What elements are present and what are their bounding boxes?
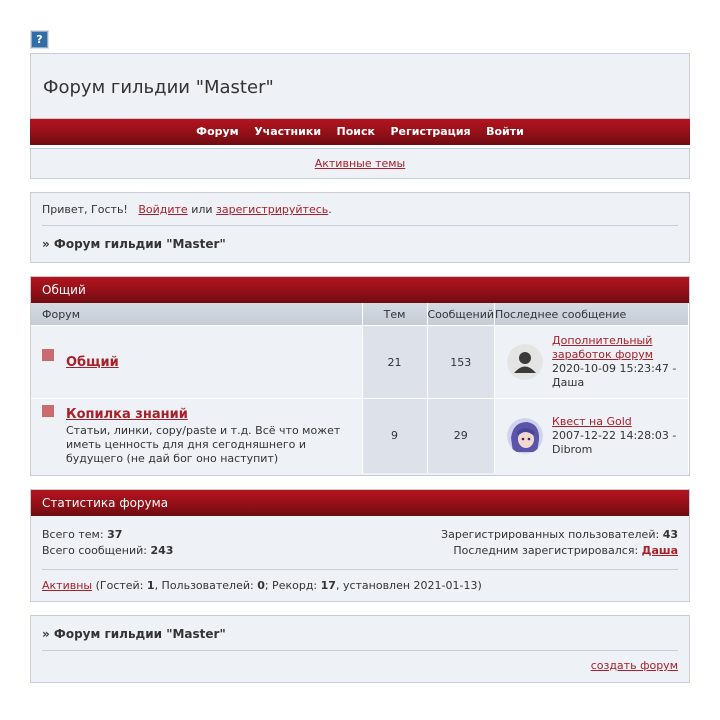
category-block bbox=[30, 276, 690, 476]
category-title: Общий bbox=[31, 277, 689, 303]
forum-table bbox=[31, 303, 689, 473]
forum-stats-panel bbox=[30, 489, 690, 602]
main-navbar bbox=[30, 119, 690, 145]
forum-name-link[interactable]: Общий bbox=[66, 354, 119, 370]
stats-title: Статистика форума bbox=[31, 490, 689, 516]
help-icon[interactable]: ? bbox=[31, 31, 48, 48]
footer-panel bbox=[30, 615, 690, 683]
guests-value: 1 bbox=[146, 579, 155, 592]
total-posts-label: Всего сообщений: bbox=[42, 544, 147, 557]
last-post-link[interactable]: Квест на Gold bbox=[552, 414, 632, 428]
registered-users bbox=[441, 528, 678, 541]
record-label: ; Рекорд: bbox=[264, 579, 318, 592]
posts-count: 153 bbox=[427, 326, 495, 399]
last-post-cell bbox=[495, 326, 689, 399]
total-topics-label: Всего тем: bbox=[42, 528, 104, 541]
divider bbox=[42, 225, 678, 226]
users-value: 0 bbox=[257, 579, 265, 592]
record-value: 17 bbox=[320, 579, 336, 592]
forum-row bbox=[31, 326, 689, 399]
forum-name-link[interactable]: Копилка знаний bbox=[66, 407, 188, 423]
login-link[interactable]: Войдите bbox=[138, 203, 188, 216]
topics-count: 9 bbox=[362, 399, 427, 473]
nav-search[interactable]: Поиск bbox=[336, 125, 375, 138]
registered-value: 43 bbox=[662, 528, 678, 541]
last-registered-label: Последним зарегистрировался: bbox=[453, 544, 639, 557]
divider bbox=[42, 650, 678, 651]
registered-label: Зарегистрированных пользователей: bbox=[441, 528, 660, 541]
forum-description: Статьи, линки, copy/paste и т.д. Всё что может иметь ценность для дня сегодняшнего и будущего (не дай бог оно наступит) bbox=[66, 424, 341, 466]
anime-character-avatar-icon bbox=[507, 418, 543, 454]
greeting-panel bbox=[30, 192, 690, 263]
guests-label: (Гостей: bbox=[95, 579, 144, 592]
greeting-text: Привет, Гость! bbox=[42, 203, 128, 216]
col-posts: Сообщений bbox=[427, 303, 495, 326]
greeting-suffix: . bbox=[328, 203, 332, 216]
greeting-line bbox=[42, 203, 332, 216]
nav-register[interactable]: Регистрация bbox=[390, 125, 471, 138]
forum-row bbox=[31, 399, 689, 473]
forum-cell bbox=[31, 326, 362, 399]
forum-status-icon bbox=[42, 405, 54, 417]
total-topics-value: 37 bbox=[107, 528, 123, 541]
active-users-link[interactable]: Активны bbox=[42, 579, 93, 592]
last-registered bbox=[453, 544, 678, 557]
last-post-meta: 2007-12-22 14:28:03 - Dibrom bbox=[552, 428, 677, 456]
nav-members[interactable]: Участники bbox=[254, 125, 322, 138]
or-text: или bbox=[191, 203, 213, 216]
register-link[interactable]: зарегистрируйтесь bbox=[216, 203, 329, 216]
create-forum-link[interactable]: создать форум bbox=[590, 659, 678, 672]
topics-count: 21 bbox=[362, 326, 427, 399]
nav-login[interactable]: Войти bbox=[486, 125, 524, 138]
col-last-post: Последнее сообщение bbox=[495, 303, 689, 326]
default-user-avatar-icon bbox=[507, 344, 543, 380]
record-date: , установлен 2021-01-13) bbox=[335, 579, 482, 592]
forum-status-icon bbox=[42, 349, 54, 361]
nav-forum[interactable]: Форум bbox=[196, 125, 239, 138]
col-forum: Форум bbox=[31, 303, 362, 326]
last-post-meta: 2020-10-09 15:23:47 - Даша bbox=[552, 362, 677, 389]
forum-header bbox=[30, 53, 690, 119]
divider bbox=[42, 569, 678, 570]
forum-table-header bbox=[31, 303, 689, 326]
last-post-link[interactable]: Дополнительный заработок форум bbox=[552, 334, 654, 361]
active-topics-link[interactable]: Активные темы bbox=[314, 157, 406, 170]
last-post-cell bbox=[495, 399, 689, 473]
active-topics-bar bbox=[30, 148, 690, 179]
online-line bbox=[42, 579, 482, 592]
users-label: , Пользователей: bbox=[154, 579, 254, 592]
total-posts-value: 243 bbox=[150, 544, 174, 557]
total-posts bbox=[42, 544, 173, 557]
forum-title: Форум гильдии "Master" bbox=[43, 77, 274, 98]
col-topics: Тем bbox=[362, 303, 427, 326]
total-topics bbox=[42, 528, 122, 541]
forum-cell bbox=[31, 399, 362, 473]
breadcrumb: » Форум гильдии "Master" bbox=[42, 237, 226, 251]
posts-count: 29 bbox=[427, 399, 495, 473]
footer-breadcrumb: » Форум гильдии "Master" bbox=[42, 627, 226, 641]
last-registered-user-link[interactable]: Даша bbox=[641, 544, 678, 557]
